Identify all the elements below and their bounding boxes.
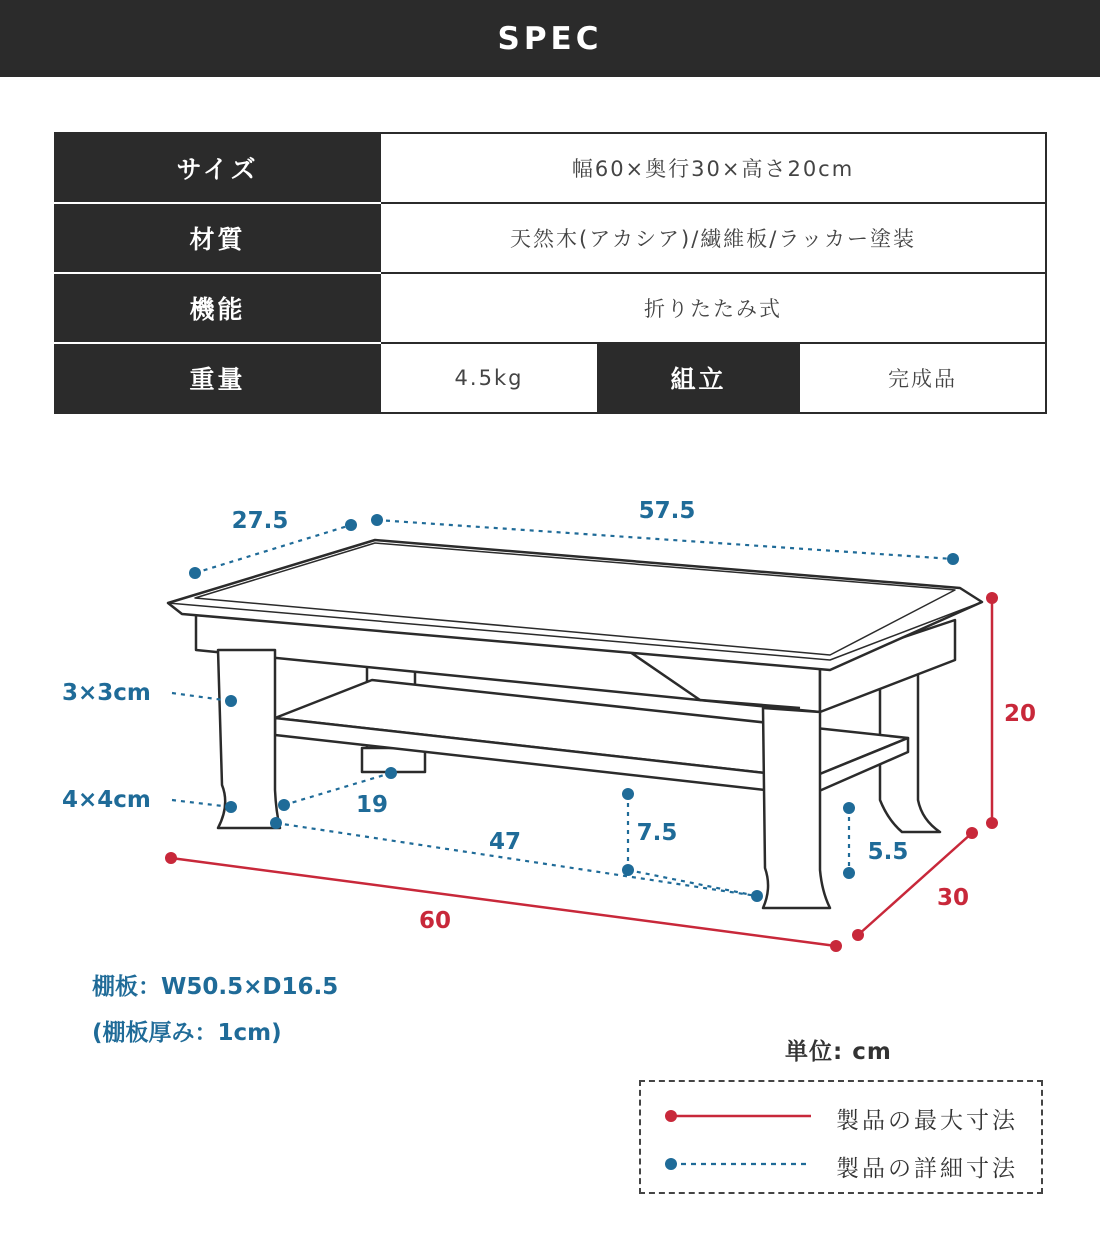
- spec-row-material: [55, 203, 1046, 273]
- max-dimension-line-icon: [663, 1108, 813, 1124]
- spec-row-weight: [55, 343, 1046, 413]
- leg-bottom-size-label: 4×4cm: [62, 787, 151, 813]
- assembly-value: 完成品: [799, 343, 1046, 413]
- legend-detail-row: [641, 1144, 1041, 1184]
- shelf-height-label: 7.5: [636, 820, 678, 846]
- legend-max-label: 製品の最大寸法: [836, 1108, 1018, 1134]
- spec-header: [0, 0, 1100, 77]
- shelf-height-base-line: [628, 870, 757, 896]
- front-left-leg: [218, 650, 280, 828]
- table-illustration: [168, 540, 982, 908]
- leg-bottom-size-leader: [172, 800, 231, 807]
- weight-value: 4.5kg: [380, 343, 598, 413]
- material-label: 材質: [55, 203, 380, 273]
- max-height-label: 20: [1003, 701, 1037, 727]
- weight-label: 重量: [55, 343, 380, 413]
- max-width-label: 60: [418, 908, 452, 934]
- legend-max-row: [641, 1096, 1041, 1136]
- legend-detail-label: 製品の詳細寸法: [836, 1156, 1018, 1182]
- shelf-inner-depth-label: 19: [355, 792, 389, 818]
- front-right-leg: [763, 708, 830, 908]
- detail-dimension-line-icon: [663, 1156, 813, 1172]
- spec-row-size: [55, 133, 1046, 203]
- leg-top-size-label: 3×3cm: [62, 680, 151, 706]
- top-depth-label: 27.5: [231, 508, 289, 534]
- max-depth-label: 30: [936, 885, 970, 911]
- shelf-size-note: 棚板：W50.5×D16.5: [92, 974, 339, 1000]
- function-label: 機能: [55, 273, 380, 343]
- legend: [639, 1080, 1043, 1194]
- unit-label: 単位: cm: [785, 1039, 892, 1065]
- spec-table: [54, 132, 1047, 414]
- shelf-clearance-label: 5.5: [867, 839, 909, 865]
- top-width-label: 57.5: [638, 498, 696, 524]
- size-value: 幅60×奥行30×高さ20cm: [380, 133, 1046, 203]
- assembly-label: 組立: [598, 343, 799, 413]
- size-label: サイズ: [55, 133, 380, 203]
- shelf-thickness-note: (棚板厚み：1cm): [92, 1020, 282, 1046]
- material-value: 天然木(アカシア)/繊維板/ラッカー塗装: [380, 203, 1046, 273]
- spec-row-function: [55, 273, 1046, 343]
- page-title: SPEC: [497, 20, 603, 57]
- shelf-inner-width-label: 47: [488, 829, 522, 855]
- function-value: 折りたたみ式: [380, 273, 1046, 343]
- max-width-line: [171, 858, 836, 946]
